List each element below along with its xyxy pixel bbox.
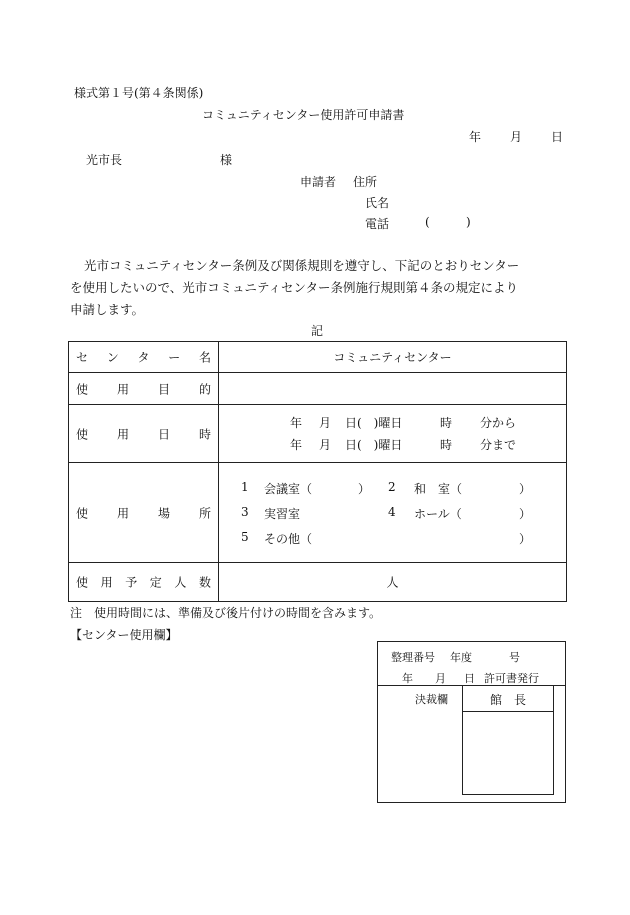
label-char: ン [106, 350, 119, 365]
row-people-count [69, 563, 218, 601]
option-number: 2 [388, 480, 396, 494]
year-label: 年 [290, 416, 303, 430]
addressee: 光市長 [86, 153, 123, 167]
day-weekday-label: 日( )曜日 [345, 416, 403, 430]
label-char: 使 [76, 427, 89, 441]
month-label: 月 [319, 438, 332, 452]
label-char: 用 [116, 427, 129, 441]
usage-note: 注 使用時間には、準備及び後片付けの時間を含みます。 [70, 606, 382, 620]
option-number: 1 [241, 480, 249, 494]
label-char: セ [76, 350, 89, 365]
date-month-label: 月 [510, 130, 523, 144]
option-close-paren: ） [519, 482, 532, 496]
option-close-paren: ） [358, 482, 371, 496]
seiri-number-label: 整理番号 [391, 651, 435, 664]
option-number: 4 [388, 505, 396, 519]
purpose-label [76, 380, 211, 397]
kancho-label: 館 長 [489, 693, 526, 707]
label-char: 数 [198, 575, 211, 590]
option-name: 和 室（ [414, 482, 463, 496]
option-close-paren: ） [519, 532, 532, 546]
center-name-label [76, 349, 211, 366]
label-char: 人 [174, 575, 187, 590]
option-name: その他（ [264, 532, 313, 546]
row-center-name [69, 342, 218, 372]
address-label: 住所 [353, 175, 378, 189]
label-char: 的 [198, 382, 211, 396]
name-label: 氏名 [365, 196, 390, 210]
center-use-heading: 【センター使用欄】 [70, 628, 178, 642]
issue-year-label: 年 [402, 672, 413, 685]
label-char: タ [137, 350, 150, 365]
label-char: 日 [157, 427, 170, 441]
issue-day-label: 日 [464, 672, 475, 685]
date-year-label: 年 [469, 130, 482, 144]
applicant-label: 申請者 [300, 175, 337, 189]
stamp-box-divider [463, 711, 553, 712]
option-number: 5 [241, 530, 249, 544]
body-line-2: を使用したいので、光市コミュニティセンター条例施行規則第４条の規定により [70, 280, 519, 295]
body-line-1: 光市コミュニティセンター条例及び関係規則を遵守し、下記のとおりセンター [84, 258, 520, 273]
option-close-paren: ） [519, 507, 532, 521]
label-char: 目 [157, 382, 170, 396]
purpose-field[interactable] [219, 373, 566, 404]
kancho-stamp-box[interactable] [462, 685, 554, 795]
addressee-suffix: 様 [220, 153, 233, 167]
body-line-3: 申請します。 [70, 302, 145, 317]
date-day-label: 日 [551, 130, 564, 144]
hour-label: 時 [440, 416, 453, 430]
datetime-label [76, 425, 211, 442]
option-name: ホール（ [414, 507, 462, 521]
label-char: 用 [116, 506, 129, 520]
datetime-field[interactable] [219, 405, 566, 462]
ki-label: 記 [311, 324, 324, 338]
application-table [68, 341, 567, 602]
center-name-value: コミュニティセンター [333, 350, 452, 365]
minute-from-label: 分から [480, 416, 517, 430]
go-label: 号 [509, 651, 520, 664]
label-char: 予 [125, 575, 138, 590]
option-number: 3 [241, 505, 249, 519]
phone-close-paren: ) [466, 215, 471, 229]
label-char: 場 [157, 506, 170, 520]
label-char: 名 [198, 350, 211, 365]
label-char: 使 [76, 575, 89, 590]
option-name: 実習室 [264, 507, 301, 521]
label-char: 使 [76, 382, 89, 396]
kessai-label: 決裁欄 [415, 693, 448, 706]
phone-open-paren: ( [425, 215, 430, 229]
year-label: 年 [290, 438, 303, 452]
hour-label: 時 [440, 438, 453, 452]
center-use-box [377, 641, 566, 803]
row-datetime [69, 405, 218, 462]
issue-month-label: 月 [435, 672, 446, 685]
label-char: 定 [149, 575, 162, 590]
people-unit: 人 [386, 575, 399, 590]
row-purpose [69, 373, 218, 404]
label-char: 使 [76, 506, 89, 520]
form-title: コミュニティセンター使用許可申請書 [202, 108, 405, 122]
people-count-field[interactable] [219, 563, 566, 601]
minute-to-label: 分まで [480, 438, 517, 452]
nendo-label: 年度 [450, 651, 472, 664]
month-label: 月 [319, 416, 332, 430]
option-name: 会議室（ [264, 482, 313, 496]
form-number: 様式第１号(第４条関係) [74, 86, 204, 100]
place-label [76, 504, 211, 521]
day-weekday-label: 日( )曜日 [345, 438, 403, 452]
place-field [219, 463, 566, 562]
row-place [69, 463, 218, 562]
label-char: ー [168, 350, 181, 365]
label-char: 用 [100, 575, 113, 590]
issue-text-label: 許可書発行 [484, 672, 539, 685]
label-char: 所 [198, 506, 211, 520]
center-name-field[interactable] [219, 342, 566, 372]
phone-label: 電話 [365, 217, 390, 231]
label-char: 用 [116, 382, 129, 396]
label-char: 時 [198, 427, 211, 441]
people-count-label [76, 574, 211, 591]
